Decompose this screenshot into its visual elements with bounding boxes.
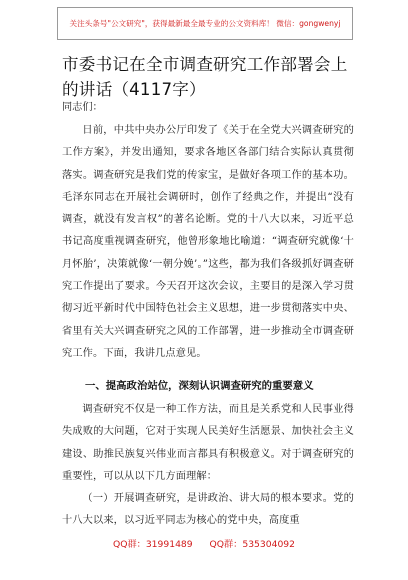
paragraph-significance: 调查研究不仅是一种工作方法，而且是关系党和人民事业得失成败的大问题，它对于实现人民美好生活愿景、加快社会主义建设、助推民族复兴伟业而言都具有积极意义。对于调查研究的重要性，可以从以下几方面理解： (62, 404, 354, 482)
section-heading-1: 一、提高政治站位，深刻认识调查研究的重要意义 (85, 380, 314, 392)
greeting: 同志们： (62, 102, 103, 113)
footer-qq-group-1: QQ群：31991489 (113, 539, 193, 550)
document-title: 市委书记在全市调查研究工作部署会上的讲话（4117字） (62, 55, 348, 99)
header-banner: 关注头条号"公文研究"，获得最新最全最专业的公文资料库！ 微信：gongwenyj (57, 7, 353, 40)
footer-contact (0, 536, 408, 550)
footer-qq-group-2: QQ群：535304092 (209, 539, 295, 550)
paragraph-political-requirement: （一）开展调查研究，是讲政治、讲大局的根本要求。党的十八大以来，以习近平同志为核心的党中央，高度重 (62, 493, 354, 527)
paragraph-intro: 日前，中共中央办公厅印发了《关于在全党大兴调查研究的工作方案》，并发出通知，要求各地区各部门结合实际认真贯彻落实。调查研究是我们党的传家宝，是做好各项工作的基本功。毛泽东同志在开展社会调研时，创作了经典之作，并提出“没有调查，就没有发言权”的著名论断。党的十八大以来，习近平总书记高度重视调查研究，他曾形象地比喻道：“调查研究就像‘十月怀胎’，决策就像‘一朝分娩’。”这些，都为我们各级抓好调查研究工作提出了要求。今天召开这次会议，主要目的是深入学习贯彻习近平新时代中国特色社会主义思想，进一步贯彻落实中央、省里有关大兴调查研究之风的工作部署，进一步推动全市调查研究工作。下面，我讲几点意见。 (62, 125, 354, 359)
